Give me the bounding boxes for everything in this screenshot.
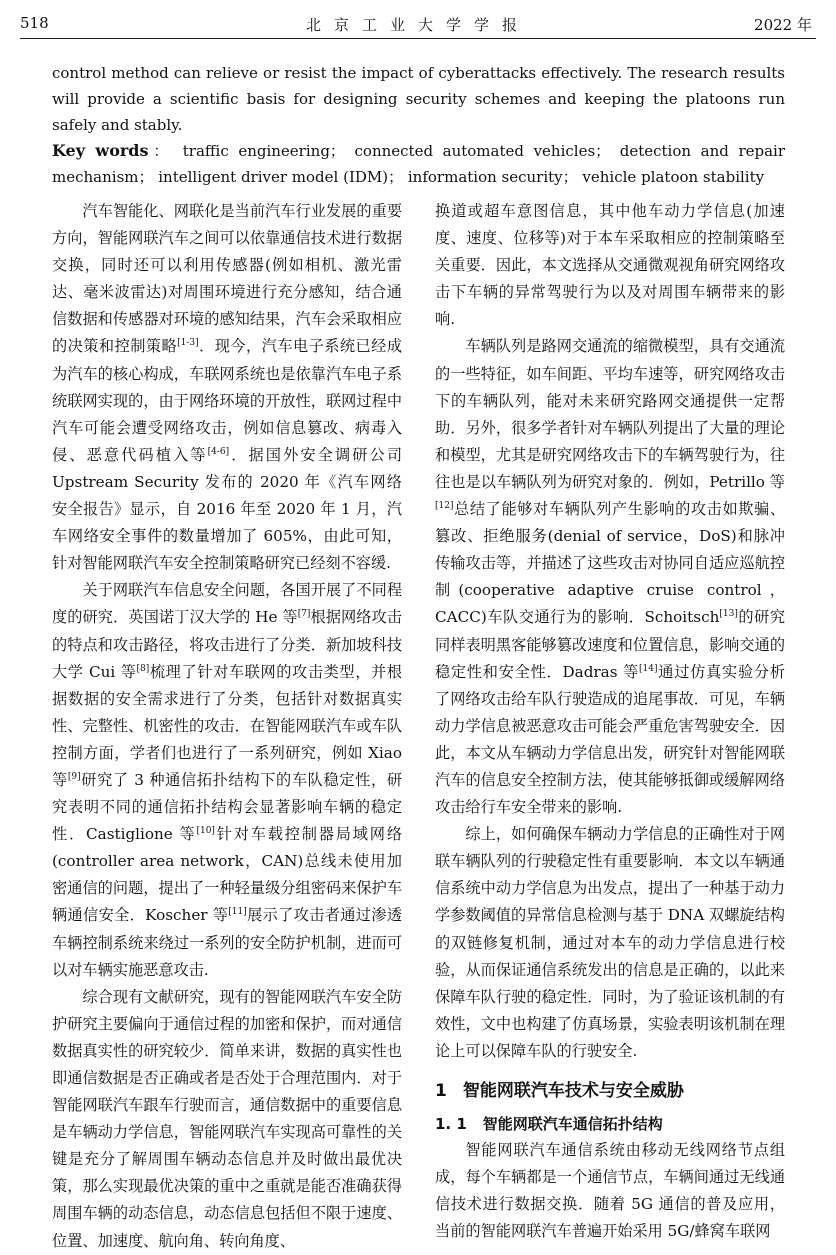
- publication-year: 2022 年: [754, 16, 812, 34]
- text-run: 关于网联汽车信息安全问题，各国开展了不同程度的研究．英国诺丁汉大学的 He 等: [52, 581, 402, 627]
- journal-title: 北京工业大学学报: [305, 16, 530, 34]
- section-number: 1: [435, 1081, 447, 1101]
- text-run: 针对车载控制器局域网络(controller area network，CAN)总线未使用加密通信的问题，提出了一种轻量级分组密码来保护车辆通信安全．Koscher 等: [52, 825, 403, 925]
- citation: [10]: [196, 826, 215, 837]
- citation: [4-6]: [207, 446, 230, 457]
- text-run: 汽车智能化、网联化是当前汽车行业发展的重要方向，智能网联汽车之间可以依靠通信技术进行数据交换，同时还可以利用传感器(例如相机、激光雷达、毫米波雷达)对周围环境进行充分感知，结合通信数据和传感器对环境的感知结果，汽车会采取相应的决策和控制策略: [52, 202, 402, 356]
- text-run: 根据网络攻击的特点和攻击路径，将攻击进行了分类．新加坡科技大学 Cui 等: [52, 608, 403, 681]
- abstract-section: [52, 60, 785, 190]
- right-column: [435, 198, 786, 1241]
- subsection-title: 智能网联汽车通信拓扑结构: [482, 1115, 663, 1133]
- citation: [8]: [136, 663, 150, 674]
- citation: [11]: [228, 907, 247, 918]
- keywords-line: [52, 138, 785, 190]
- paragraph-conclusion: 综上，如何确保车辆动力学信息的正确性对于网联车辆队列的行驶稳定性有重要影响．本文以车辆通信系统中动力学信息为出发点，提出了一种基于动力学参数阈值的异常信息检测与基于 DNA 双螺旋结构的双链修复机制，通过对本车的动力学信息进行校验，从而保证通信系统发出的信息是正确的，以此来保障车队行驶的稳定性．同时，为了验证该机制的有效性，文中也构建了仿真场景，实验表明该机制在理论上可以保障车队的行驶安全.: [435, 825, 785, 1060]
- text-run: 研究了 3 种通信拓扑结构下的车队稳定性，研究表明不同的通信拓扑结构会显著影响车辆的稳定性．Castiglione 等: [52, 770, 403, 844]
- running-header: [0, 0, 836, 40]
- text-run: 车辆队列是路网交通流的缩微模型，具有交通流的一些特征，如车间距、平均车速等，研究网络攻击下的车辆队列，能对未来研究路网交通提供一定帮助．另外，很多学者针对车辆队列提出了大量的理论和模型，尤其是研究网络攻击下的车辆驾驶行为，往往也是以车辆队列为研究对象的．例如，Petrillo 等: [435, 337, 785, 491]
- citation: [12]: [435, 500, 454, 511]
- text-run: 的研究同样表明黑客能够篡改速度和位置信息，影响交通的稳定性和安全性．Dadras 等: [435, 608, 785, 681]
- paragraph-continued: 换道或超车意图信息，其中他车动力学信息(加速度、速度、位移等)对于本车采取相应的控制策略至关重要．因此，本文选择从交通微观视角研究网络攻击下车辆的异常驾驶行为以及对周围车辆带来的影响.: [435, 202, 785, 329]
- paragraph-intro: [52, 198, 402, 577]
- text-run: 通过仿真实验分析了网络攻击给车队行驶造成的追尾事故．可见，车辆动力学信息被恶意攻击可能会严重危害驾驶安全．因此，本文从车辆动力学信息出发，研究针对智能网联汽车的信息安全控制方法，使其能够抵御或缓解网络攻击给行车安全带来的影响.: [435, 662, 786, 817]
- paragraph-related-work: [52, 577, 402, 983]
- citation: [1-3]: [177, 338, 199, 349]
- section-heading-1: [435, 1079, 785, 1103]
- left-column: [52, 198, 403, 1250]
- text-run: ．现今，汽车电子系统已经成为汽车的核心构成，车联网系统也是依靠汽车电子系统联网实现的，由于网络环境的开放性，联网过程中汽车可能会遭受网络攻击，例如信息篡改、病毒入侵、恶意代码植入等: [52, 337, 403, 464]
- header-rule: [20, 38, 816, 39]
- text-run: 梳理了针对车联网的攻击类型，并根据数据的安全需求进行了分类，包括针对数据真实性、完整性、机密性的攻击．在智能网联汽车或车队控制方面，学者们也进行了一系列研究，例如 Xiao 等: [52, 662, 403, 789]
- citation: [9]: [67, 771, 81, 782]
- subsection-heading-1-1: [435, 1111, 785, 1137]
- page-number: 518: [20, 14, 49, 32]
- subsection-number: 1. 1: [435, 1115, 467, 1133]
- paragraph-topology: 智能网联汽车通信系统由移动无线网络节点组成，每个车辆都是一个通信节点，车辆间通过无线通信技术进行数据交换．随着 5G 通信的普及应用，当前的智能网联汽车普遍开始采用 5G/蜂窝车联网: [435, 1141, 785, 1241]
- paragraph-platoon: [435, 333, 785, 821]
- keywords-label: Key words: [52, 141, 149, 160]
- text-run: ．据国外安全调研公司 Upstream Security 发布的 2020 年《汽车网络安全报告》显示，自 2016 年至 2020 年 1 月，汽车网络安全事件的数量增加了 605%，由此可知，针对智能网联汽车安全控制策略研究已经刻不容缓.: [52, 445, 403, 573]
- section-title: 智能网联汽车技术与安全威胁: [462, 1081, 684, 1101]
- text-run: 总结了能够对车辆队列产生影响的攻击如欺骗、篡改、拒绝服务(denial of service，DoS)和脉冲传输攻击等，并描述了这些攻击对协同自适应巡航控制(cooperative adaptive cruise control，CACC)车队交通行为的影响．Schoitsch: [435, 500, 785, 627]
- citation: [13]: [719, 609, 738, 620]
- paragraph-summary-research: 综合现有文献研究，现有的智能网联汽车安全防护研究主要偏向于通信过程的加密和保护，而对通信数据真实性的研究较少．简单来讲，数据的真实性也即通信数据是否正确或者是否处于合理范围内．对于智能网联汽车跟车行驶而言，通信数据中的重要信息是车辆动力学信息，智能网联汽车实现高可靠性的关键是充分了解周围车辆动态信息并及时做出最优决策，那么实现最优决策的重中之重就是能否准确获得周围车辆的动态信息，动态信息包括但不限于速度、位置、加速度、航向角、转向角度、: [52, 987, 402, 1250]
- keywords-text: ： traffic engineering； connected automated vehicles； detection and repair mechanism； intelligent driver model (IDM)； information security； vehicle platoon stability: [52, 142, 785, 186]
- text-run: 展示了攻击者通过渗透车辆控制系统来绕过一系列的安全防护机制，进而可以对车辆实施恶意攻击.: [52, 906, 403, 979]
- citation: [7]: [297, 609, 311, 620]
- abstract-tail: control method can relieve or resist the impact of cyberattacks effectively. The research results will provide a scientific basis for designing security schemes and keeping the platoons run safely and stably.: [52, 64, 785, 134]
- citation: [14]: [639, 663, 658, 674]
